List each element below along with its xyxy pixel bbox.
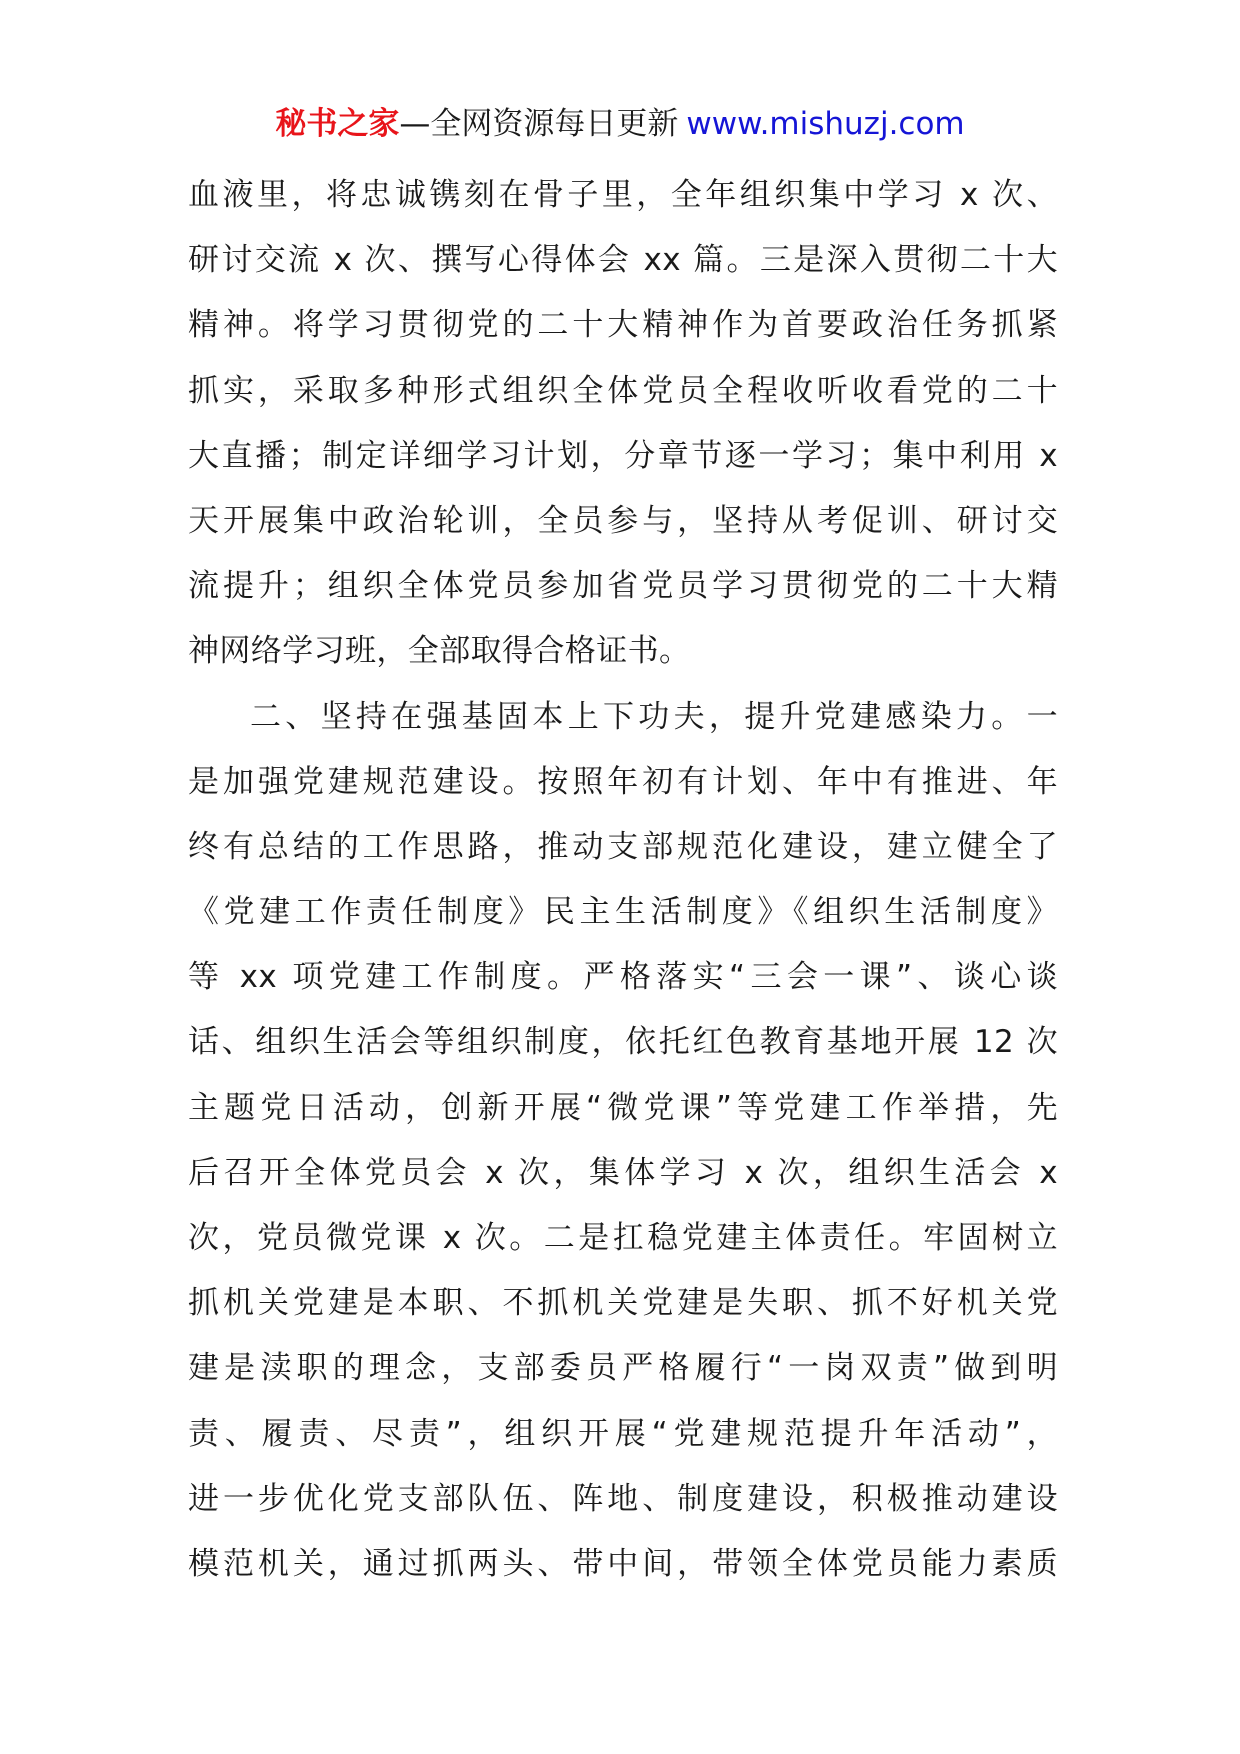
body-line: 研讨交流 x 次、撰写心得体会 xx 篇。三是深入贯彻二十大 <box>188 242 1058 279</box>
body-line: 抓机关党建是本职、不抓机关党建是失职、抓不好机关党 <box>188 1285 1058 1322</box>
section-heading-line: 二、坚持在强基固本上下功夫，提升党建感染力。一 <box>250 698 1058 735</box>
body-line: 模范机关，通过抓两头、带中间，带领全体党员能力素质 <box>188 1545 1058 1582</box>
header-tagline: —全网资源每日更新 <box>399 106 679 142</box>
body-line: 等 xx 项党建工作制度。严格落实“三会一课”、谈心谈 <box>188 959 1058 996</box>
body-line: 抓实，采取多种形式组织全体党员全程收听收看党的二十 <box>188 372 1058 409</box>
body-line: 主题党日活动，创新开展“微党课”等党建工作举措，先 <box>188 1089 1058 1126</box>
body-line: 终有总结的工作思路，推动支部规范化建设，建立健全了 <box>188 828 1058 865</box>
body-line: 流提升；组织全体党员参加省党员学习贯彻党的二十大精 <box>188 568 1058 605</box>
body-line: 建是渎职的理念，支部委员严格履行“一岗双责”做到明 <box>188 1350 1058 1387</box>
body-line: 话、组织生活会等组织制度，依托红色教育基地开展 12 次 <box>188 1024 1058 1061</box>
header-url-link[interactable]: www.mishuzj.com <box>686 106 965 142</box>
body-line: 进一步优化党支部队伍、阵地、制度建设，积极推动建设 <box>188 1480 1058 1517</box>
body-line: 次，党员微党课 x 次。二是扛稳党建主体责任。牢固树立 <box>188 1220 1058 1256</box>
body-line: 大直播；制定详细学习计划，分章节逐一学习；集中利用 x <box>188 437 1058 474</box>
body-line: 精神。将学习贯彻党的二十大精神作为首要政治任务抓紧 <box>188 307 1058 344</box>
body-line: 神网络学习班，全部取得合格证书。 <box>188 633 691 670</box>
body-line: 责、履责、尽责”，组织开展“党建规范提升年活动”， <box>188 1415 1058 1452</box>
body-line: 血液里，将忠诚镌刻在骨子里，全年组织集中学习 x 次、 <box>188 177 1058 213</box>
brand-name: 秘书之家 <box>275 106 400 142</box>
body-line: 是加强党建规范建设。按照年初有计划、年中有推进、年 <box>188 763 1058 800</box>
document-body <box>188 163 1058 1597</box>
body-line: 后召开全体党员会 x 次，集体学习 x 次，组织生活会 x <box>188 1154 1058 1191</box>
body-line: 天开展集中政治轮训，全员参与，坚持从考促训、研讨交 <box>188 502 1058 539</box>
page-header <box>0 104 1240 144</box>
body-line: 《党建工作责任制度》民主生活制度》《组织生活制度》 <box>188 894 1058 931</box>
